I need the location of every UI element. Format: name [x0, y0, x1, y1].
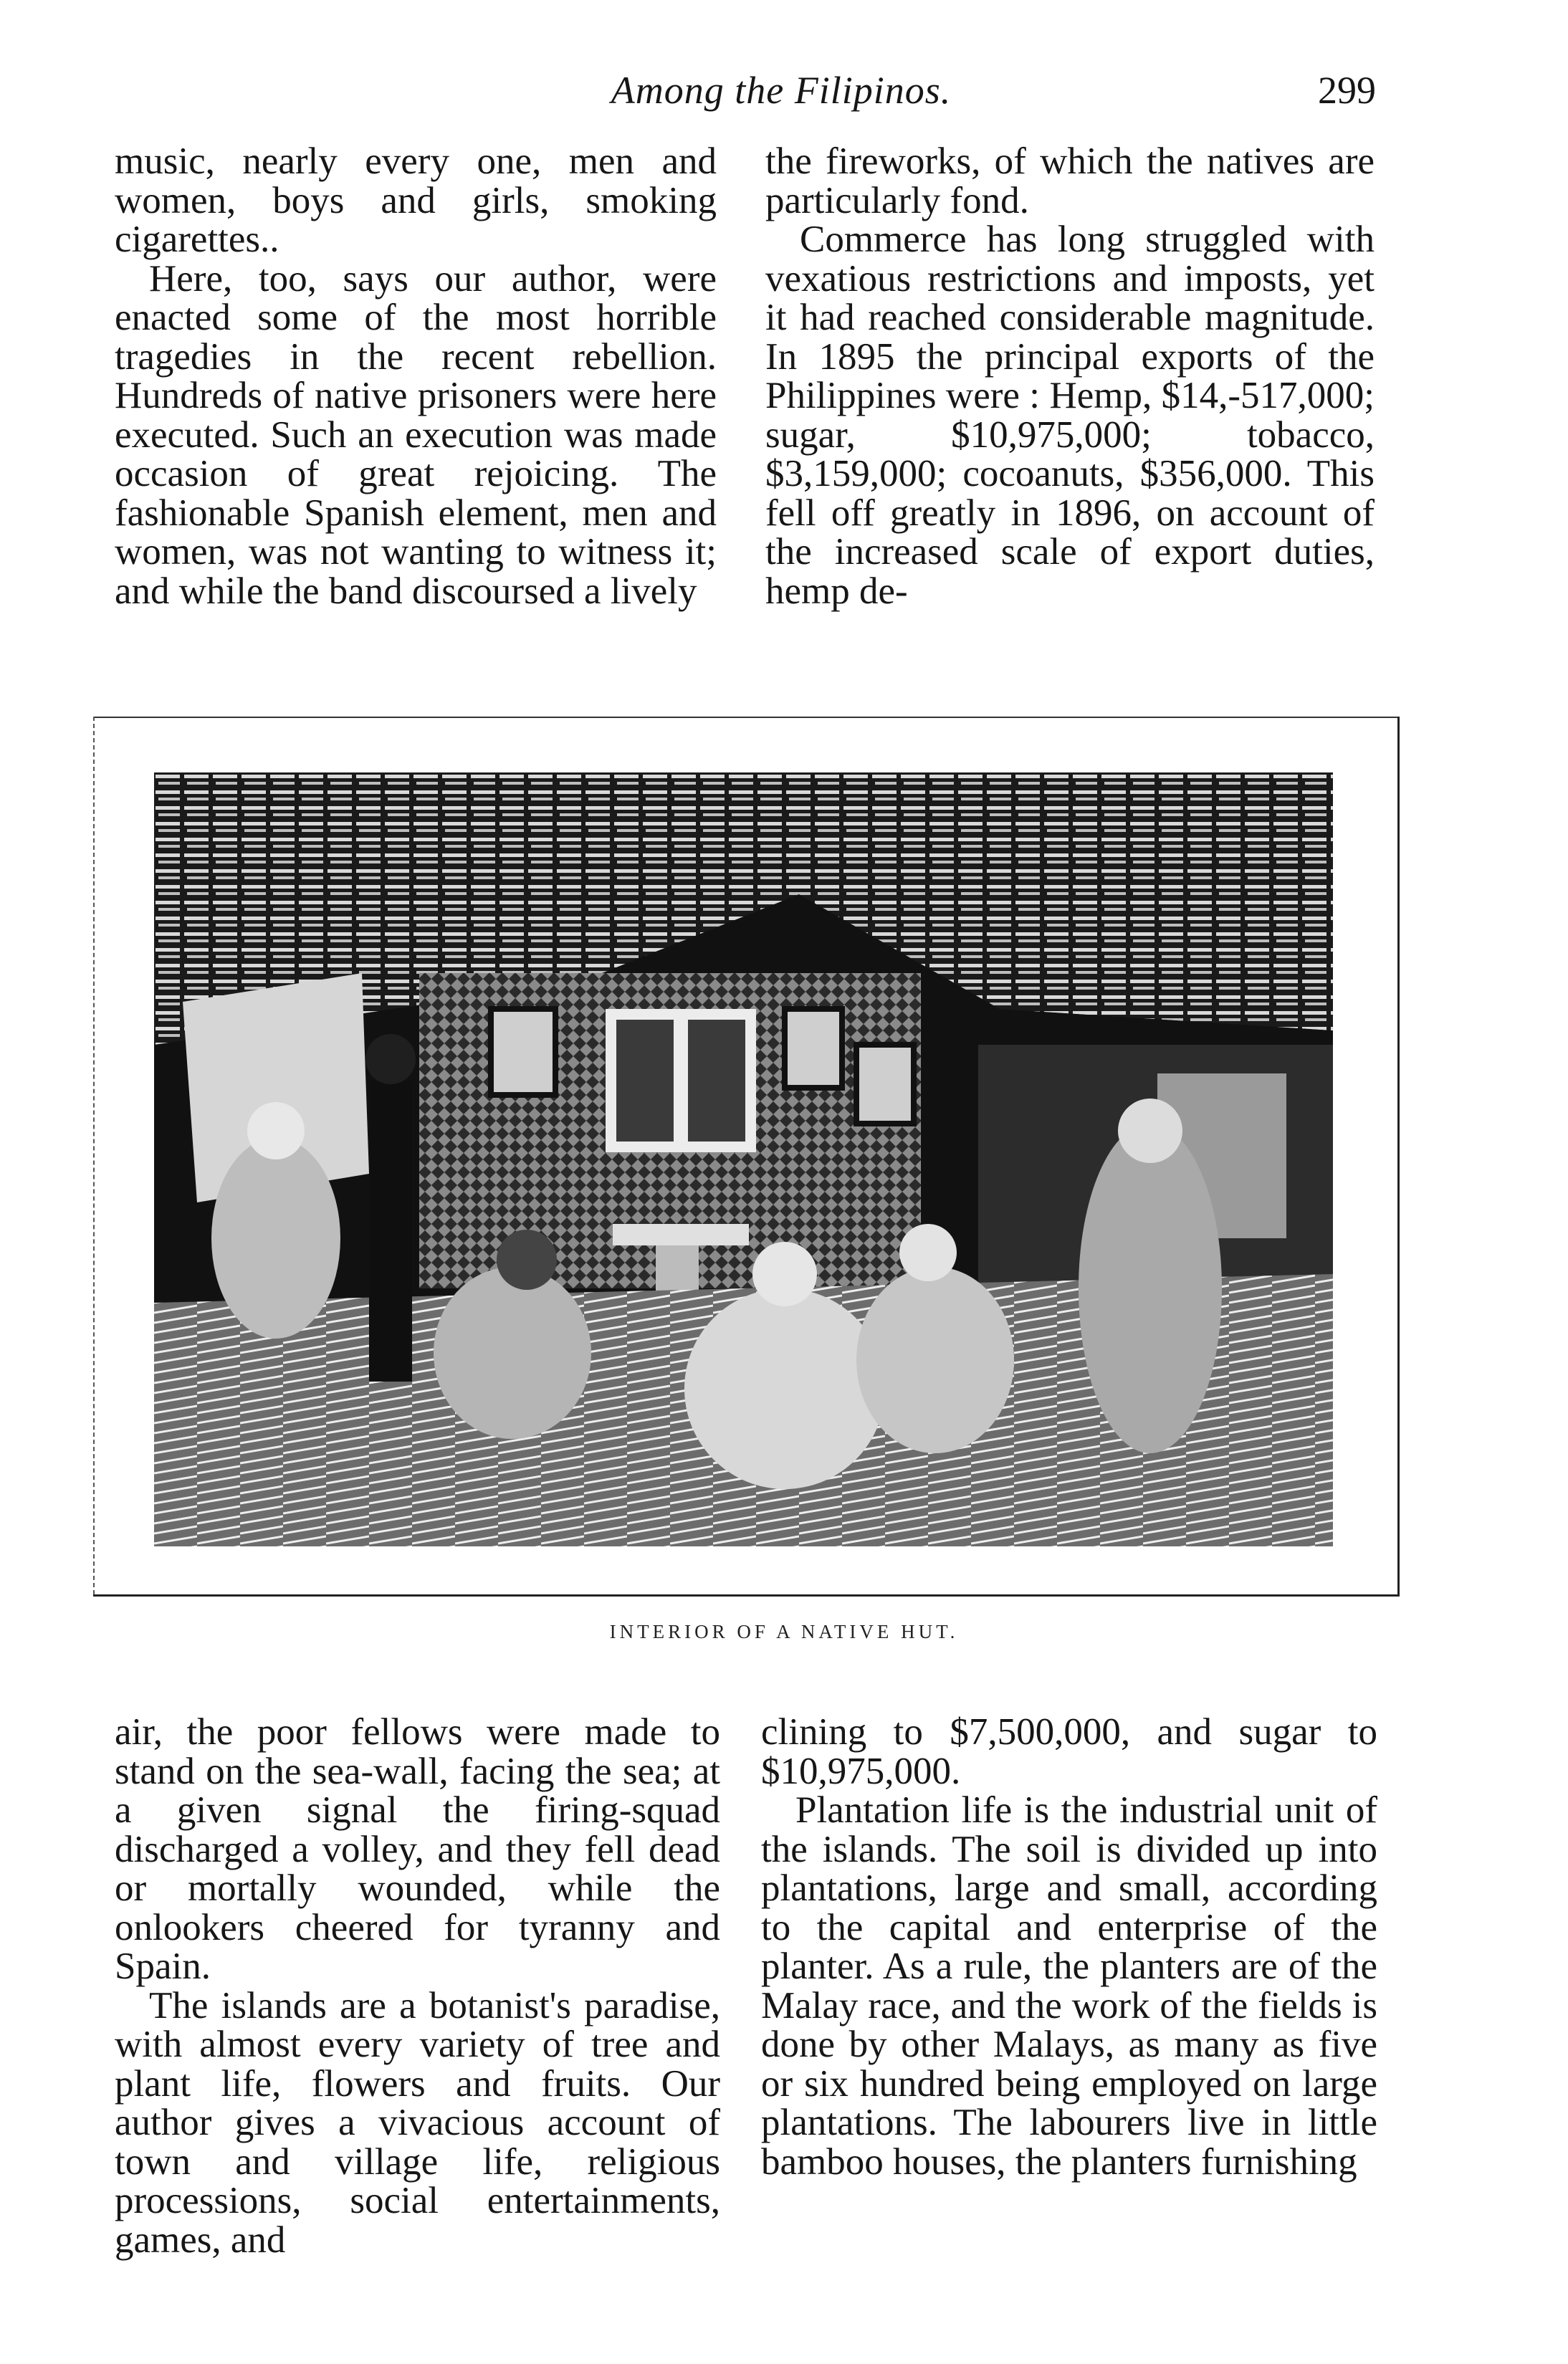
figure-caption: INTERIOR OF A NATIVE HUT.	[609, 1621, 959, 1642]
paragraph: Plantation life is the industrial unit of the islands. The soil is divided up into plantations, large and small, according to the capital and enterprise of the planter. As a rule, the planters are of the Malay race, and the work of the fields is done by other Malays, as many as five or six hundred being employed on large plantations. The labourers live in little bamboo houses, the planters furnishing	[761, 1789, 1377, 2183]
paragraph: the fireworks, of which the natives are particularly fond.	[765, 140, 1375, 221]
text-column-top-left	[115, 142, 717, 611]
figure-top-rule	[93, 717, 1397, 718]
paragraph: music, nearly every one, men and women, boys and girls, smoking cigarettes..	[115, 140, 717, 260]
figure-left-rule	[93, 717, 95, 1594]
native-hut-illustration	[154, 772, 1333, 1546]
text-column-top-right	[765, 142, 1375, 611]
text-column-bottom-left	[115, 1713, 720, 2259]
paragraph: Commerce has long struggled with vexatious restrictions and imposts, yet it had reached considerable magnitude. In 1895 the principal exports of the Philippines were : Hemp, $14,-517,000; sugar, $10,975,000; tobacco, $3,159,000; cocoanuts, $356,000. This fell off greatly in 1896, on account of the increased scale of export duties, hemp de-	[765, 219, 1375, 612]
text-column-bottom-right	[761, 1713, 1377, 2181]
paragraph: clining to $7,500,000, and sugar to $10,975,000.	[761, 1711, 1377, 1792]
running-header	[0, 68, 1568, 133]
running-title: Among the Filipinos.	[611, 69, 952, 112]
paragraph: Here, too, says our author, were enacted some of the most horrible tragedies in the recent rebellion. Hundreds of native prisoners were here executed. Such an execution was made occasion of great rejoicing. The fashionable Spanish element, men and women, was not wanting to witness it; and while the band discoursed a lively	[115, 257, 717, 612]
figure-frame	[93, 717, 1400, 1597]
page-number: 299	[1318, 69, 1376, 112]
paragraph: air, the poor fellows were made to stand on the sea-wall, facing the sea; at a given signal the firing-squad discharged a volley, and they fell dead or mortally wounded, while the onlookers cheered for tyranny and Spain.	[115, 1711, 720, 1987]
paragraph: The islands are a botanist's paradise, with almost every variety of tree and plant life, flowers and fruits. Our author gives a vivacious account of town and village life, religious processions, social entertainments, games, and	[115, 1984, 720, 2261]
